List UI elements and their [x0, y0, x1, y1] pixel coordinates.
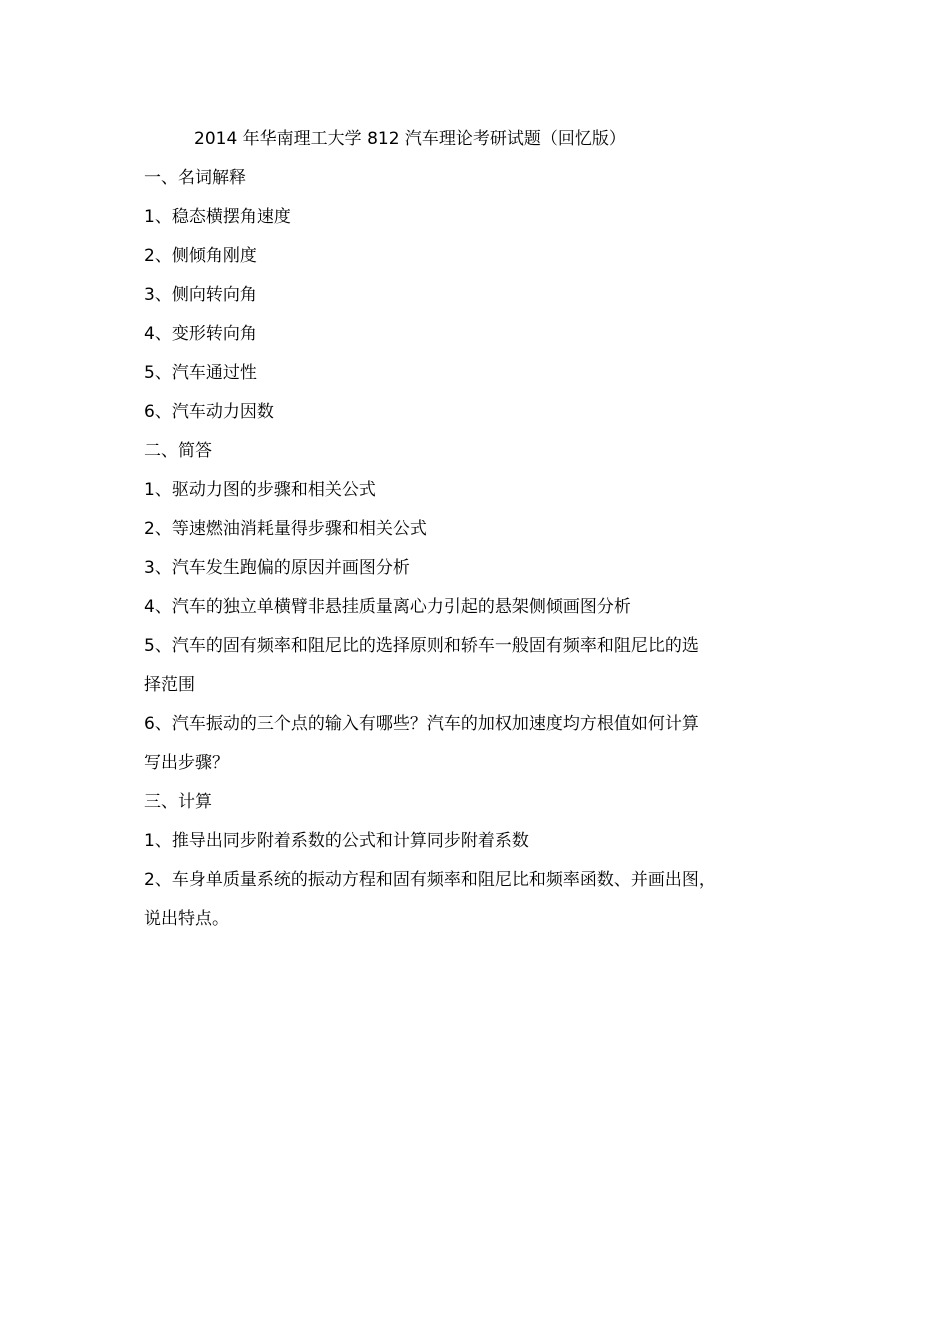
list-item: 5、汽车的固有频率和阻尼比的选择原则和轿车一般固有频率和阻尼比的选: [144, 636, 699, 656]
list-item: 1、稳态横摆角速度: [144, 207, 291, 227]
list-item: 4、汽车的独立单横臂非悬挂质量离心力引起的悬架侧倾画图分析: [144, 597, 631, 617]
list-item: 3、汽车发生跑偏的原因并画图分析: [144, 558, 410, 578]
list-item: 2、车身单质量系统的振动方程和固有频率和阻尼比和频率函数、并画出图，: [144, 870, 716, 890]
document-title: 2014 年华南理工大学 812 汽车理论考研试题（回忆版）: [194, 129, 626, 149]
section-heading-2: 二、简答: [144, 441, 212, 461]
list-item: 6、汽车振动的三个点的输入有哪些？汽车的加权加速度均方根值如何计算: [144, 714, 699, 734]
document-body: [144, 120, 744, 939]
list-item: 2、等速燃油消耗量得步骤和相关公式: [144, 519, 427, 539]
list-item: 2、侧倾角刚度: [144, 246, 257, 266]
list-item: 6、汽车动力因数: [144, 402, 274, 422]
list-item-continuation: 择范围: [144, 675, 195, 695]
section-heading-3: 三、计算: [144, 792, 212, 812]
list-item: 5、汽车通过性: [144, 363, 257, 383]
list-item: 4、变形转向角: [144, 324, 257, 344]
list-item: 1、推导出同步附着系数的公式和计算同步附着系数: [144, 831, 529, 851]
list-item: 3、侧向转向角: [144, 285, 257, 305]
list-item-continuation: 说出特点。: [144, 909, 229, 929]
list-item-continuation: 写出步骤？: [144, 753, 229, 773]
section-heading-1: 一、名词解释: [144, 168, 246, 188]
list-item: 1、驱动力图的步骤和相关公式: [144, 480, 376, 500]
